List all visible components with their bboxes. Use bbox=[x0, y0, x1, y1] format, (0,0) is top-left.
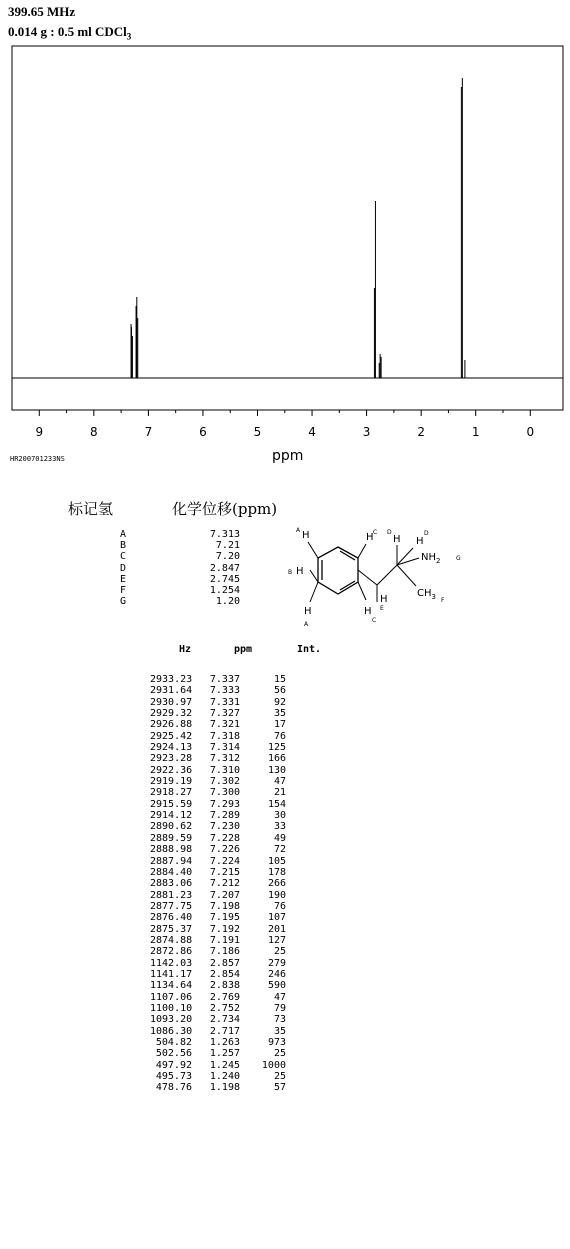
assignment-label: B bbox=[119, 540, 126, 552]
peak-int: 73 bbox=[273, 1014, 286, 1026]
peak-layer bbox=[131, 78, 465, 378]
x-tick-label: 5 bbox=[253, 425, 262, 439]
h-a-bottom: H bbox=[304, 606, 312, 617]
peak-int: 30 bbox=[273, 810, 286, 822]
peak-ppm: 7.215 bbox=[209, 866, 240, 878]
peak-row bbox=[150, 685, 286, 696]
peak-ppm: 1.240 bbox=[209, 1071, 240, 1083]
molecule-structure bbox=[280, 520, 480, 640]
peak-hz: 2924.13 bbox=[150, 742, 193, 754]
peak-header-int: Int. bbox=[297, 644, 322, 655]
peak-hz: 2875.37 bbox=[150, 923, 193, 935]
peak-ppm: 7.195 bbox=[209, 912, 240, 924]
assignment-shift: 7.20 bbox=[215, 551, 240, 563]
peak-ppm: 7.212 bbox=[209, 878, 240, 890]
peak-row bbox=[150, 742, 286, 753]
x-tick-label: 3 bbox=[362, 425, 371, 439]
peak-hz: 2884.40 bbox=[150, 866, 193, 878]
peak-ppm: 2.734 bbox=[209, 1014, 240, 1026]
ch3-text: CH bbox=[417, 588, 432, 599]
peak-table bbox=[150, 674, 286, 1094]
peak-int: 92 bbox=[273, 696, 286, 708]
assignment-shift: 1.20 bbox=[215, 596, 240, 608]
peak-row bbox=[150, 958, 286, 969]
peak-row bbox=[150, 924, 286, 935]
label-e: E bbox=[380, 605, 384, 612]
peak-ppm: 7.192 bbox=[209, 923, 240, 935]
peak-int: 79 bbox=[273, 1002, 286, 1014]
peak-ppm: 7.198 bbox=[209, 900, 240, 912]
peak-ppm: 7.300 bbox=[209, 787, 240, 799]
assignment-label: G bbox=[119, 596, 126, 608]
peak-int: 15 bbox=[273, 674, 286, 685]
peak-int: 47 bbox=[273, 776, 286, 788]
peak-ppm: 2.717 bbox=[209, 1025, 240, 1037]
assignment-row bbox=[80, 596, 240, 607]
peak-ppm: 7.191 bbox=[209, 934, 240, 946]
assignment-label: A bbox=[119, 529, 126, 540]
sample-concentration-subscript: 3 bbox=[126, 31, 132, 42]
sample-id: HR200701233NS bbox=[10, 455, 65, 463]
assignment-table bbox=[80, 529, 240, 607]
peak-row bbox=[150, 776, 286, 787]
peak-ppm: 1.257 bbox=[209, 1048, 240, 1060]
peak-row bbox=[150, 1003, 286, 1014]
peak-ppm: 7.314 bbox=[209, 742, 240, 754]
peak-hz: 2888.98 bbox=[150, 844, 193, 856]
assignment-shift: 7.313 bbox=[209, 529, 240, 540]
peak-ppm: 2.752 bbox=[209, 1002, 240, 1014]
assignment-label: E bbox=[119, 573, 126, 585]
h-e: H bbox=[380, 594, 388, 605]
peak-row bbox=[150, 765, 286, 776]
peak-row bbox=[150, 992, 286, 1003]
peak-ppm: 7.293 bbox=[209, 798, 240, 810]
peak-hz: 2929.32 bbox=[150, 708, 193, 720]
peak-ppm: 2.857 bbox=[209, 957, 240, 969]
peak-ppm: 7.312 bbox=[209, 753, 240, 765]
peak-hz: 2877.75 bbox=[150, 900, 193, 912]
peak-row bbox=[150, 787, 286, 798]
x-axis bbox=[35, 410, 534, 439]
assignment-shift: 2.745 bbox=[209, 573, 240, 585]
peak-int: 266 bbox=[267, 878, 286, 890]
sample-concentration-text: 0.014 g : 0.5 ml CDCl bbox=[8, 24, 127, 39]
peak-ppm: 7.318 bbox=[209, 730, 240, 742]
assignment-row bbox=[80, 574, 240, 585]
bonds bbox=[308, 542, 419, 602]
peak-row bbox=[150, 890, 286, 901]
peak-hz: 2930.97 bbox=[150, 696, 193, 708]
peak-row bbox=[150, 697, 286, 708]
peak-row bbox=[150, 674, 286, 685]
peak-int: 21 bbox=[273, 787, 286, 799]
assignment-shift: 1.254 bbox=[209, 585, 240, 597]
peak-ppm: 7.337 bbox=[209, 674, 240, 685]
peak-row bbox=[150, 1014, 286, 1025]
peak-row bbox=[150, 833, 286, 844]
peak-int: 17 bbox=[273, 719, 286, 731]
assignment-shift: 7.21 bbox=[215, 540, 240, 552]
peak-hz: 2887.94 bbox=[150, 855, 193, 867]
nh2-group bbox=[421, 552, 440, 565]
peak-hz: 2890.62 bbox=[150, 821, 193, 833]
peak-int: 25 bbox=[273, 1048, 286, 1060]
peak-hz: 2881.23 bbox=[150, 889, 193, 901]
peak-int: 201 bbox=[267, 923, 286, 935]
peak-int: 178 bbox=[267, 866, 286, 878]
peak-header-hz: Hz bbox=[179, 644, 192, 655]
peak-ppm: 7.321 bbox=[209, 719, 240, 731]
assignment-label: C bbox=[119, 551, 126, 563]
label-c-bottom: C bbox=[372, 617, 377, 624]
label-a-top: A bbox=[296, 527, 301, 534]
assignment-row bbox=[80, 585, 240, 596]
peak-hz: 1086.30 bbox=[150, 1025, 193, 1037]
x-tick-label: 9 bbox=[35, 425, 44, 439]
x-tick-label: 1 bbox=[471, 425, 480, 439]
peak-row bbox=[150, 821, 286, 832]
ch3-subscript: 3 bbox=[431, 593, 436, 601]
assignment-row bbox=[80, 551, 240, 562]
peak-int: 57 bbox=[273, 1082, 286, 1094]
peak-row bbox=[150, 878, 286, 889]
peak-hz: 504.82 bbox=[155, 1037, 192, 1048]
peak-hz: 1142.03 bbox=[150, 957, 193, 969]
x-tick-label: 7 bbox=[144, 425, 153, 439]
label-d-right: D bbox=[424, 530, 429, 537]
peak-int: 72 bbox=[273, 844, 286, 856]
peak-hz: 2918.27 bbox=[150, 787, 193, 799]
peak-hz: 1093.20 bbox=[150, 1014, 193, 1026]
peak-hz: 502.56 bbox=[155, 1048, 192, 1060]
peak-hz: 2933.23 bbox=[150, 674, 193, 685]
peak-row bbox=[150, 799, 286, 810]
h-a-top: H bbox=[302, 530, 310, 541]
label-c-top: C bbox=[373, 529, 378, 536]
peak-int: 49 bbox=[273, 832, 286, 844]
assignment-row bbox=[80, 529, 240, 540]
peak-int: 166 bbox=[267, 753, 286, 765]
assignment-row bbox=[80, 540, 240, 551]
peak-hz: 1141.17 bbox=[150, 968, 193, 980]
x-tick-label: 8 bbox=[90, 425, 98, 439]
peak-ppm: 7.302 bbox=[209, 776, 240, 788]
peak-hz: 2915.59 bbox=[150, 798, 193, 810]
assignment-label: F bbox=[119, 585, 126, 597]
peak-row bbox=[150, 1026, 286, 1037]
assignment-label: D bbox=[119, 562, 126, 574]
peak-row bbox=[150, 719, 286, 730]
peak-hz: 2872.86 bbox=[150, 946, 193, 958]
label-a-bottom: A bbox=[304, 621, 309, 628]
peak-hz: 1107.06 bbox=[150, 991, 193, 1003]
peak-ppm: 7.228 bbox=[209, 832, 240, 844]
assignment-label-header: 标记氢 bbox=[68, 500, 114, 518]
peak-hz: 2889.59 bbox=[150, 832, 193, 844]
peak-ppm: 7.224 bbox=[209, 855, 240, 867]
benzene-ring bbox=[318, 547, 358, 594]
nmr-spectrum-chart bbox=[0, 0, 570, 470]
peak-row bbox=[150, 1071, 286, 1082]
peak-row bbox=[150, 1060, 286, 1071]
peak-hz: 2919.19 bbox=[150, 776, 193, 788]
peak-row bbox=[150, 901, 286, 912]
peak-ppm: 7.333 bbox=[209, 685, 240, 697]
peak-ppm: 7.289 bbox=[209, 810, 240, 822]
peak-int: 33 bbox=[273, 821, 286, 833]
h-b: H bbox=[296, 566, 304, 577]
peak-row bbox=[150, 1082, 286, 1093]
peak-header-ppm: ppm bbox=[234, 644, 253, 655]
label-d-left: D bbox=[387, 529, 392, 536]
peak-row bbox=[150, 867, 286, 878]
peak-ppm: 2.769 bbox=[209, 991, 240, 1003]
peak-int: 25 bbox=[273, 946, 286, 958]
peak-ppm: 7.186 bbox=[209, 946, 240, 958]
peak-int: 47 bbox=[273, 991, 286, 1003]
peak-int: 35 bbox=[273, 708, 286, 720]
peak-row bbox=[150, 946, 286, 957]
h-c-top: H bbox=[366, 532, 374, 543]
spectrum-frame bbox=[12, 46, 563, 410]
peak-int: 56 bbox=[273, 685, 286, 697]
peak-hz: 2923.28 bbox=[150, 753, 193, 765]
peak-int: 127 bbox=[267, 934, 286, 946]
peak-int: 130 bbox=[267, 764, 286, 776]
peak-int: 76 bbox=[273, 730, 286, 742]
peak-int: 105 bbox=[267, 855, 286, 867]
peak-row bbox=[150, 708, 286, 719]
peak-ppm: 2.838 bbox=[209, 980, 240, 992]
peak-row bbox=[150, 912, 286, 923]
x-tick-label: 2 bbox=[417, 425, 425, 439]
peak-int: 76 bbox=[273, 900, 286, 912]
nh2-text: NH bbox=[421, 552, 436, 563]
peak-row bbox=[150, 856, 286, 867]
peak-int: 190 bbox=[267, 889, 286, 901]
peak-int: 973 bbox=[267, 1037, 286, 1048]
peak-hz: 2931.64 bbox=[150, 685, 193, 697]
peak-ppm: 1.198 bbox=[209, 1082, 240, 1094]
peak-int: 107 bbox=[267, 912, 286, 924]
peak-hz: 1100.10 bbox=[150, 1002, 193, 1014]
peak-ppm: 7.331 bbox=[209, 696, 240, 708]
assignment-row bbox=[80, 563, 240, 574]
label-g: G bbox=[456, 555, 461, 562]
peak-hz: 1134.64 bbox=[150, 980, 193, 992]
nh2-subscript: 2 bbox=[436, 557, 441, 565]
peak-row bbox=[150, 935, 286, 946]
peak-row bbox=[150, 980, 286, 991]
peak-ppm: 1.263 bbox=[209, 1037, 240, 1048]
peak-int: 1000 bbox=[261, 1059, 286, 1071]
peak-row bbox=[150, 1048, 286, 1059]
peak-int: 590 bbox=[267, 980, 286, 992]
peak-hz: 2876.40 bbox=[150, 912, 193, 924]
assignment-shift: 2.847 bbox=[209, 562, 240, 574]
h-d-right: H bbox=[416, 536, 424, 547]
spectrometer-frequency: 399.65 MHz bbox=[8, 4, 76, 19]
peak-hz: 478.76 bbox=[155, 1082, 192, 1094]
peak-ppm: 7.230 bbox=[209, 821, 240, 833]
peak-row bbox=[150, 844, 286, 855]
peak-row bbox=[150, 969, 286, 980]
peak-row bbox=[150, 1037, 286, 1048]
peak-hz: 495.73 bbox=[155, 1071, 192, 1083]
peak-ppm: 7.207 bbox=[209, 889, 240, 901]
peak-row bbox=[150, 731, 286, 742]
peak-row bbox=[150, 753, 286, 764]
peak-hz: 2926.88 bbox=[150, 719, 193, 731]
x-tick-label: 4 bbox=[308, 425, 316, 439]
peak-hz: 2914.12 bbox=[150, 810, 193, 822]
peak-hz: 2883.06 bbox=[150, 878, 193, 890]
label-f: F bbox=[441, 597, 445, 604]
peak-ppm: 7.226 bbox=[209, 844, 240, 856]
peak-int: 25 bbox=[273, 1071, 286, 1083]
h-d-left: H bbox=[393, 534, 401, 545]
peak-ppm: 7.327 bbox=[209, 708, 240, 720]
ch3-group bbox=[417, 588, 436, 601]
peak-int: 246 bbox=[267, 968, 286, 980]
peak-ppm: 1.245 bbox=[209, 1059, 240, 1071]
peak-hz: 2922.36 bbox=[150, 764, 193, 776]
peak-ppm: 2.854 bbox=[209, 968, 240, 980]
peak-int: 154 bbox=[267, 798, 286, 810]
h-c-bottom: H bbox=[364, 606, 372, 617]
peak-int: 125 bbox=[267, 742, 286, 754]
peak-hz: 2874.88 bbox=[150, 934, 193, 946]
assignment-shift-header: 化学位移(ppm) bbox=[172, 500, 278, 518]
x-axis-label: ppm bbox=[272, 448, 304, 464]
peak-int: 35 bbox=[273, 1025, 286, 1037]
peak-ppm: 7.310 bbox=[209, 764, 240, 776]
x-tick-label: 0 bbox=[526, 425, 535, 439]
x-tick-label: 6 bbox=[199, 425, 207, 439]
peak-hz: 497.92 bbox=[155, 1059, 192, 1071]
peak-int: 279 bbox=[267, 957, 286, 969]
label-b: B bbox=[288, 569, 293, 576]
peak-row bbox=[150, 810, 286, 821]
peak-hz: 2925.42 bbox=[150, 730, 193, 742]
